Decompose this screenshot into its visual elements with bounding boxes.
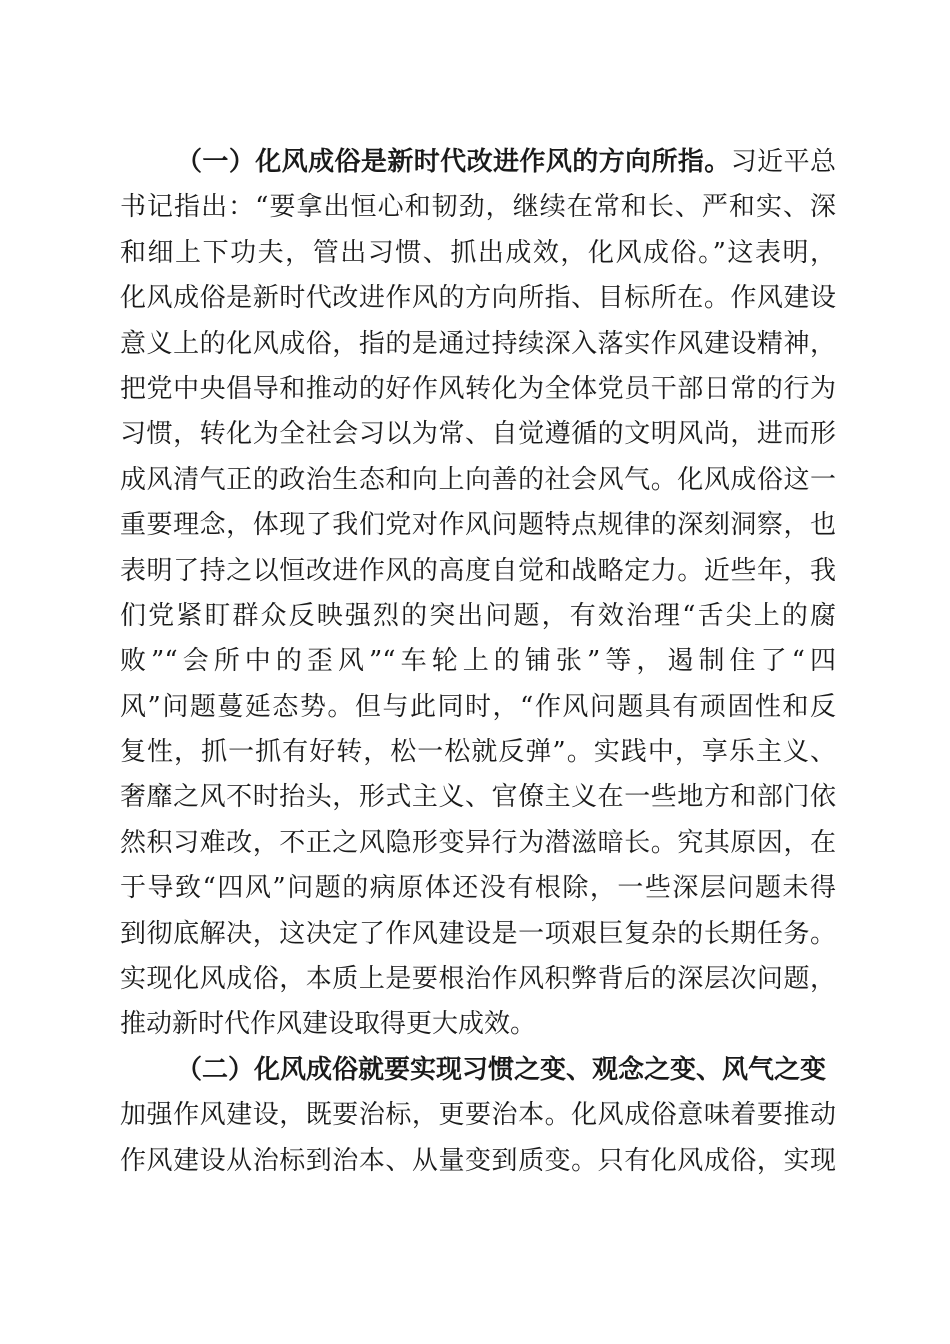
paragraph-1-line: 表明了持之以恒改进作风的高度自觉和战略定力。近些年，我 xyxy=(120,555,836,586)
paragraph-1-first-line xyxy=(120,140,836,185)
paragraph-1-line: 然积习难改，不正之风隐形变异行为潜滋暗长。究其原因，在 xyxy=(120,827,836,858)
paragraph-1-line: 意义上的化风成俗，指的是通过持续深入落实作风建设精神， xyxy=(120,328,836,359)
paragraph-2-line: 加强作风建设，既要治标，更要治本。化风成俗意味着要推动 xyxy=(120,1100,836,1131)
paragraph-2-heading: （二）化风成俗就要实现习惯之变、观念之变、风气之变 xyxy=(176,1054,827,1085)
paragraph-1-line: 把党中央倡导和推动的好作风转化为全体党员干部日常的行为 xyxy=(120,373,836,404)
document-body xyxy=(120,140,836,1184)
paragraph-1-line-1-rest: 习近平总 xyxy=(730,147,836,177)
paragraph-1-line: 实现化风成俗，本质上是要根治作风积弊背后的深层次问题， xyxy=(120,964,836,995)
paragraph-2-line: 作风建设从治标到治本、从量变到质变。只有化风成俗，实现 xyxy=(120,1145,836,1176)
paragraph-1-line: 败”“会所中的歪风”“车轮上的铺张”等，遏制住了“四 xyxy=(120,646,836,677)
paragraph-1-line: 重要理念，体现了我们党对作风问题特点规律的深刻洞察，也 xyxy=(120,510,836,541)
paragraph-1-line: 成风清气正的政治生态和向上向善的社会风气。化风成俗这一 xyxy=(120,464,836,495)
paragraph-1-heading: （一）化风成俗是新时代改进作风的方向所指。 xyxy=(176,147,731,177)
paragraph-1-line: 书记指出：“要拿出恒心和韧劲，继续在常和长、严和实、深 xyxy=(120,192,836,223)
paragraph-1-line: 化风成俗是新时代改进作风的方向所指、目标所在。作风建设 xyxy=(120,283,836,314)
paragraph-1-line: 习惯，转化为全社会习以为常、自觉遵循的文明风尚，进而形 xyxy=(120,419,836,450)
paragraph-1-line: 到彻底解决，这决定了作风建设是一项艰巨复杂的长期任务。 xyxy=(120,918,836,949)
paragraph-1-line: 奢靡之风不时抬头，形式主义、官僚主义在一些地方和部门依 xyxy=(120,782,836,813)
paragraph-1-line: 和细上下功夫，管出习惯、抓出成效，化风成俗。”这表明， xyxy=(120,237,836,268)
paragraph-1-line: 风”问题蔓延态势。但与此同时，“作风问题具有顽固性和反 xyxy=(120,691,836,722)
paragraph-1-last-line: 推动新时代作风建设取得更大成效。 xyxy=(120,1009,537,1040)
paragraph-1-line: 们党紧盯群众反映强烈的突出问题，有效治理“舌尖上的腐 xyxy=(120,600,836,631)
paragraph-1-line: 复性，抓一抓有好转，松一松就反弹”。实践中，享乐主义、 xyxy=(120,737,836,768)
paragraph-1-line: 于导致“四风”问题的病原体还没有根除，一些深层问题未得 xyxy=(120,873,836,904)
